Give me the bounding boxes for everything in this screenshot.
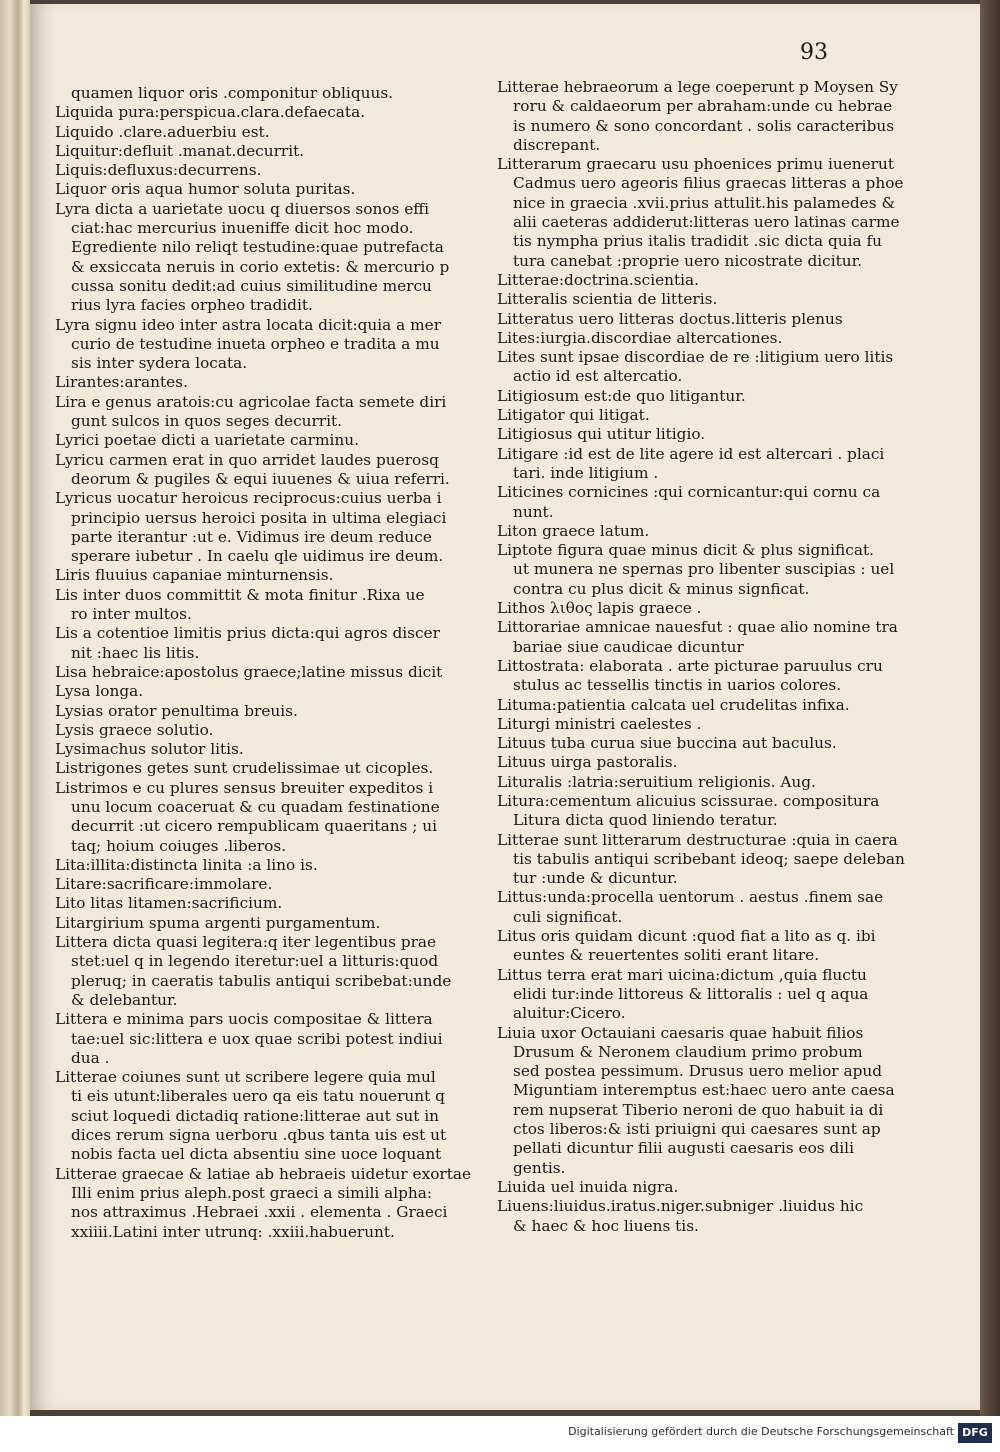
text-line: rius lyra facies orpheo tradidit.: [71, 296, 313, 315]
text-line: Littus:unda:procella uentorum . aestus .finem sae: [497, 888, 884, 907]
text-line: & haec & hoc liuens tis.: [513, 1216, 699, 1235]
text-line: Liquitur:defluit .manat.decurrit.: [55, 141, 305, 160]
text-line: Cadmus uero ageoris filius graecas litteras a phoe: [513, 174, 904, 193]
text-line: nit :haec lis litis.: [71, 643, 200, 662]
text-line: stet:uel q in legendo iteretur:uel a litturis:quod: [71, 952, 439, 971]
text-line: ctos liberos:& isti priuigni qui caesares sunt ap: [513, 1120, 881, 1139]
text-line: rem nupserat Tiberio neroni de quo habuit ia di: [513, 1100, 884, 1119]
text-line: Litterae sunt litterarum destructurae :quia in caera: [497, 830, 898, 849]
text-line: Lis a cotentioe limitis prius dicta:qui agros discer: [55, 624, 440, 643]
text-line: nunt.: [513, 502, 554, 521]
text-line: Lita:illita:distincta linita :a lino is.: [55, 855, 318, 874]
funding-credit: Digitalisierung gefördert durch die Deutsche Forschungsgemeinschaft: [568, 1425, 954, 1438]
text-line: Lituralis :latria:seruitium religionis. Aug.: [497, 772, 816, 791]
text-line: is numero & sono concordant . solis caracteribus: [513, 116, 895, 135]
text-line: Liquor oris aqua humor soluta puritas.: [55, 180, 356, 199]
text-line: tis nympha prius italis tradidit .sic dicta quia fu: [513, 232, 883, 251]
text-line: Litura:cementum alicuius scissurae. compositura: [497, 791, 880, 810]
text-line: Lysimachus solutor litis.: [55, 740, 244, 759]
text-line: ciat:hac mercurius inueniffe dicit hoc modo.: [71, 219, 414, 238]
text-line: Listrimos e cu plures sensus breuiter expeditos i: [55, 778, 434, 797]
text-line: Litterae:doctrina.scientia.: [497, 270, 700, 289]
text-line: cussa sonitu dedit:ad cuius similitudine mercu: [71, 276, 432, 295]
text-line: dua .: [71, 1048, 110, 1067]
text-line: tur :unde & dicuntur.: [513, 869, 678, 888]
text-line: Litigator qui litigat.: [497, 406, 650, 425]
text-line: pleruq; in caeratis tabulis antiqui scribebat:unde: [71, 971, 452, 990]
text-line: dices rerum signa uerboru .qbus tanta uis est ut: [71, 1126, 447, 1145]
text-line: & delebantur.: [71, 990, 178, 1009]
text-line: tura canebat :proprie uero nicostrate dicitur.: [513, 251, 863, 270]
text-line: Lirantes:arantes.: [55, 373, 188, 392]
text-line: ro inter multos.: [71, 605, 192, 624]
text-line: Litigiosus qui utitur litigio.: [497, 425, 706, 444]
text-line: Litteralis scientia de litteris.: [497, 290, 718, 309]
text-line: Listrigones getes sunt crudelissimae ut cicoples.: [55, 759, 434, 778]
page-number: 93: [800, 40, 828, 65]
text-line: unu locum coaceruat & cu quadam festinatione: [71, 797, 440, 816]
text-line: Lithos λιθος lapis graece .: [497, 599, 702, 618]
text-line: Liris fluuius capaniae minturnensis.: [55, 566, 334, 585]
text-line: Litargirium spuma argenti purgamentum.: [55, 913, 381, 932]
text-line: Lysa longa.: [55, 682, 144, 701]
text-line: Litterarum graecaru usu phoenices primu iuenerut: [497, 155, 894, 174]
text-line: aluitur:Cicero.: [513, 1004, 626, 1023]
text-line: tis tabulis antiqui scribebant ideoq; saepe deleban: [513, 849, 905, 868]
text-line: Lites sunt ipsae discordiae de re :litigium uero litis: [497, 348, 894, 367]
text-line: Liquida pura:perspicua.clara.defaecata.: [55, 103, 366, 122]
text-line: Liturgi ministri caelestes .: [497, 714, 702, 733]
text-line: Liquis:defluxus:decurrens.: [55, 161, 262, 180]
text-line: Miguntiam interemptus est:haec uero ante caesa: [513, 1081, 895, 1100]
text-line: Lituus uirga pastoralis.: [497, 753, 678, 772]
text-line: xxiiii.Latini inter utrunq: .xxiii.habuerunt.: [71, 1222, 395, 1241]
text-line: Liuida uel inuida nigra.: [497, 1177, 679, 1196]
dfg-logo: DFG: [958, 1423, 992, 1443]
text-line: Littorariae amnicae nauesfut : quae alio nomine tra: [497, 618, 898, 637]
text-line: taq; hoium coiuges .liberos.: [71, 836, 287, 855]
text-line: Littus terra erat mari uicina:dictum ,quia fluctu: [497, 965, 867, 984]
text-line: Lito litas litamen:sacrificium.: [55, 894, 283, 913]
text-line: Lyrici poetae dicti a uarietate carminu.: [55, 431, 359, 450]
text-line: Lisa hebraice:apostolus graece;latine missus dicit: [55, 662, 443, 681]
book-spine-edge: [0, 0, 30, 1416]
text-line: alii caeteras addiderut:litteras uero latinas carme: [513, 213, 900, 232]
text-line: Littostrata: elaborata . arte picturae paruulus cru: [497, 656, 883, 675]
text-line: Lyra dicta a uarietate uocu q diuersos sonos effi: [55, 199, 430, 218]
text-line: sed postea pessimum. Drusus uero melior apud: [513, 1062, 883, 1081]
text-line: Lira e genus aratois:cu agricolae facta semete diri: [55, 392, 447, 411]
text-line: Littera e minima pars uocis compositae & littera: [55, 1010, 433, 1029]
text-line: actio id est altercatio.: [513, 367, 683, 386]
left-text-column: [55, 84, 487, 1242]
text-line: Liptote figura quae minus dicit & plus significat.: [497, 541, 874, 560]
text-line: Litigare :id est de lite agere id est altercari . placi: [497, 444, 885, 463]
text-line: principio uersus heroici posita in ultima elegiaci: [71, 508, 447, 527]
text-line: Litterae graecae & latiae ab hebraeis uidetur exortae: [55, 1164, 472, 1183]
text-line: Litare:sacrificare:immolare.: [55, 875, 273, 894]
text-line: Litus oris quidam dicunt :quod fiat a lito as q. ibi: [497, 927, 876, 946]
text-line: stulus ac tessellis tinctis in uarios colores.: [513, 676, 842, 695]
text-line: sperare iubetur . In caelu qle uidimus ire deum.: [71, 547, 444, 566]
text-line: deorum & pugiles & equi iuuenes & uiua referri.: [71, 469, 450, 488]
text-line: tae:uel sic:littera e uox quae scribi potest indiui: [71, 1029, 443, 1048]
text-line: sis inter sydera locata.: [71, 354, 248, 373]
text-line: ti eis utunt:liberales uero qa eis tatu nouerunt q: [71, 1087, 445, 1106]
page-right-edge: [980, 0, 1000, 1416]
text-line: Liuia uxor Octauiani caesaris quae habuit filios: [497, 1023, 864, 1042]
text-line: Litterae hebraeorum a lege coeperunt p Moysen Sy: [497, 78, 898, 96]
text-line: parte iterantur :ut e. Vidimus ire deum reduce: [71, 527, 432, 546]
text-line: Litterae coiunes sunt ut scribere legere quia mul: [55, 1068, 436, 1087]
text-line: Lituma:patientia calcata uel crudelitas infixa.: [497, 695, 850, 714]
text-line: curio de testudine inueta orpheo e tradita a mu: [71, 334, 440, 353]
text-line: pellati dicuntur filii augusti caesaris eos dili: [513, 1139, 854, 1158]
text-line: Lysias orator penultima breuis.: [55, 701, 298, 720]
text-line: sciut loquedi dictadiq ratione:litterae aut sut in: [71, 1106, 440, 1125]
text-line: Drusum & Neronem claudium primo probum: [513, 1042, 863, 1061]
text-line: euntes & reuertentes soliti erant litare.: [513, 946, 820, 965]
text-line: nobis facta uel dicta absentiu sine uoce loquant: [71, 1145, 442, 1164]
text-line: discrepant.: [513, 135, 601, 154]
text-line: gunt sulcos in quos seges decurrit.: [71, 412, 343, 431]
footer-bar: [0, 1416, 1000, 1452]
text-line: gentis.: [513, 1158, 566, 1177]
text-line: Liuens:liuidus.iratus.niger.subniger .liuidus hic: [497, 1197, 864, 1216]
text-line: Littera dicta quasi legitera:q iter legentibus prae: [55, 933, 437, 952]
text-line: roru & caldaeorum per abraham:unde cu hebrae: [513, 97, 893, 116]
text-line: bariae siue caudicae dicuntur: [513, 637, 744, 656]
text-line: decurrit :ut cicero rempublicam quaeritans ; ui: [71, 817, 438, 836]
text-line: Lis inter duos committit & mota finitur .Rixa ue: [55, 585, 425, 604]
text-line: & exsiccata neruis in corio extetis: & mercurio p: [71, 257, 450, 276]
text-line: Liticines cornicines :qui cornicantur:qui cornu ca: [497, 483, 881, 502]
text-line: Egrediente nilo reliqt testudine:quae putrefacta: [71, 238, 444, 257]
text-line: Litigiosum est:de quo litigantur.: [497, 386, 746, 405]
text-line: nos attraximus .Hebraei .xxii . elementa . Graeci: [71, 1203, 448, 1222]
text-line: Liquido .clare.aduerbiu est.: [55, 122, 270, 141]
text-line: Lyricus uocatur heroicus reciprocus:cuius uerba i: [55, 489, 442, 508]
text-line: nice in graecia .xvii.prius attulit.his palamedes &: [513, 193, 896, 212]
text-line: Litura dicta quod liniendo teratur.: [513, 811, 778, 830]
text-line: elidi tur:inde littoreus & littoralis : uel q aqua: [513, 984, 869, 1003]
text-line: culi significat.: [513, 907, 623, 926]
text-line: Litteratus uero litteras doctus.litteris plenus: [497, 309, 843, 328]
text-line: ut munera ne spernas pro libenter suscipias : uel: [513, 560, 895, 579]
right-text-column: [497, 78, 917, 1236]
text-line: Liton graece latum.: [497, 521, 650, 540]
text-line: tari. inde litigium .: [513, 463, 659, 482]
text-line: Lysis graece solutio.: [55, 720, 214, 739]
text-line: Lites:iurgia.discordiae altercationes.: [497, 328, 783, 347]
text-line: quamen liquor oris .componitur obliquus.: [71, 84, 394, 102]
text-line: Illi enim prius aleph.post graeci a simili alpha:: [71, 1183, 433, 1202]
text-line: contra cu plus dicit & minus signficat.: [513, 579, 810, 598]
text-line: Lituus tuba curua siue buccina aut baculus.: [497, 734, 837, 753]
text-line: Lyra signu ideo inter astra locata dicit:quia a mer: [55, 315, 441, 334]
text-line: Lyricu carmen erat in quo arridet laudes puerosq: [55, 450, 439, 469]
